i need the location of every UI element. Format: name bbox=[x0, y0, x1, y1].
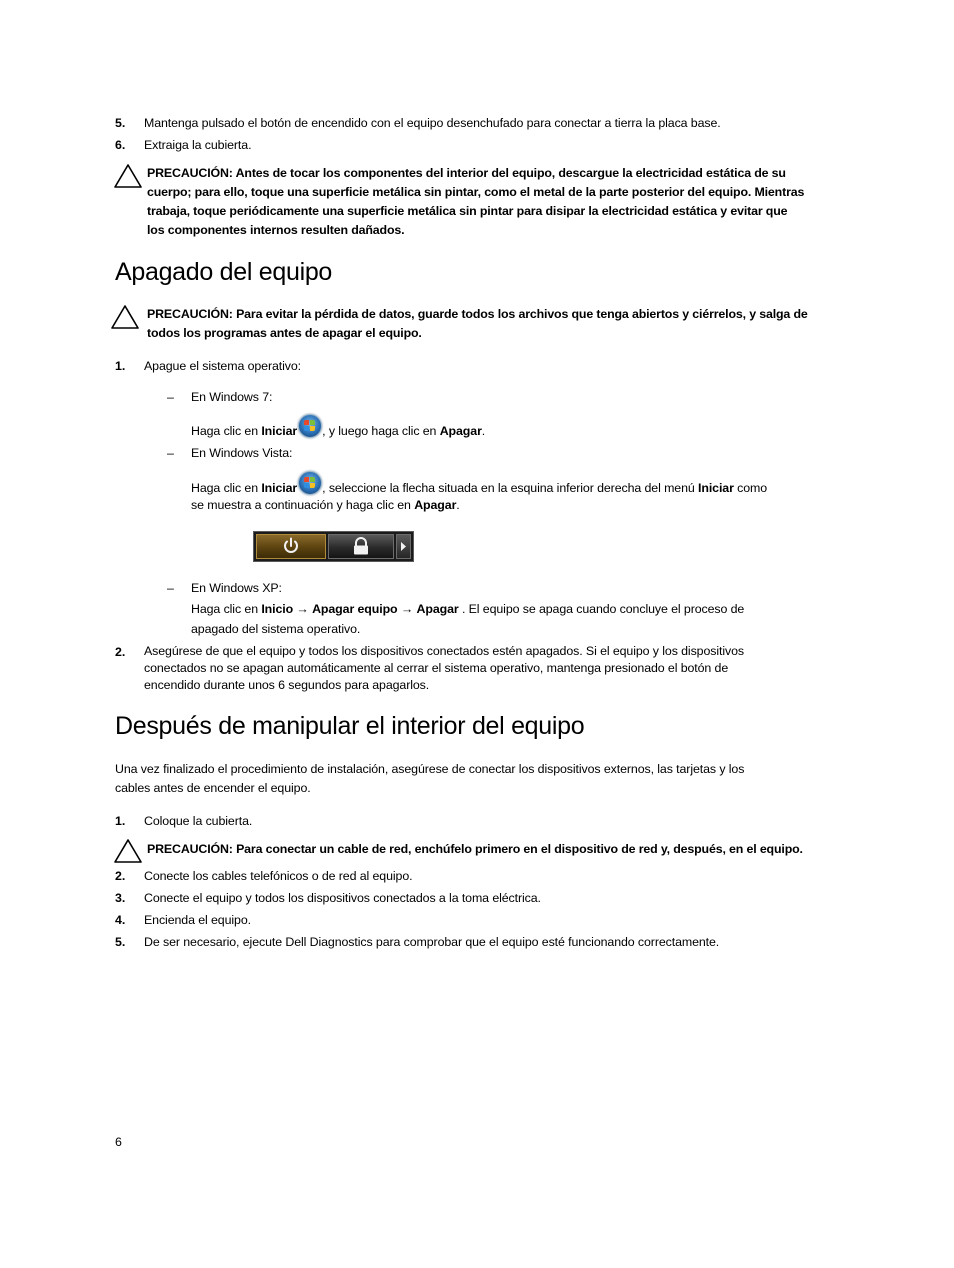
vista-instruction-line2: se muestra a continuación y haga clic en Apagar. bbox=[191, 498, 460, 512]
power-button bbox=[256, 534, 326, 559]
xp-instruction-line2: apagado del sistema operativo. bbox=[191, 622, 361, 636]
caution-line: PRECAUCIÓN: Para evitar la pérdida de datos, guarde todos los archivos que tenga abiertos y ciérrelos, y salga de bbox=[147, 307, 808, 321]
warning-triangle-icon bbox=[113, 163, 143, 189]
list-item: De ser necesario, ejecute Dell Diagnostics para comprobar que el equipo esté funcionando correctamente. bbox=[144, 935, 720, 949]
os-label: En Windows 7: bbox=[191, 390, 273, 404]
options-arrow-button bbox=[396, 534, 411, 559]
xp-instruction: Haga clic en Inicio → Apagar equipo → Apagar . El equipo se apaga cuando concluye el proceso de bbox=[191, 602, 745, 616]
list-number: 3. bbox=[115, 891, 126, 905]
windows-start-orb-icon bbox=[298, 414, 322, 438]
lock-button bbox=[328, 534, 394, 559]
caution-line: todos los programas antes de apagar el equipo. bbox=[147, 326, 422, 340]
caution-line: los componentes internos resulten dañados. bbox=[147, 223, 405, 237]
section-heading: Después de manipular el interior del equipo bbox=[115, 712, 585, 740]
list-item: Asegúrese de que el equipo y todos los dispositivos conectados estén apagados. Si el equipo y los dispositivos conectados no se apagan automáticamente al cerrar el sistema operativo, mantenga presionado el botón de encendido durante unos 6 segundos para apagarlos. bbox=[144, 644, 744, 692]
dash-bullet: – bbox=[167, 390, 174, 404]
warning-triangle-icon bbox=[113, 838, 143, 864]
list-item: Mantenga pulsado el botón de encendido con el equipo desenchufado para conectar a tierra la placa base. bbox=[144, 116, 721, 130]
power-icon bbox=[257, 535, 325, 558]
list-item: Apague el sistema operativo: bbox=[144, 359, 301, 373]
list-number: 6. bbox=[115, 138, 126, 152]
caution-line: PRECAUCIÓN: Para conectar un cable de red, enchúfelo primero en el dispositivo de red y, después, en el equipo. bbox=[147, 842, 803, 856]
arrow-right-icon bbox=[397, 535, 410, 558]
windows-start-orb-icon bbox=[298, 471, 322, 495]
list-item: Conecte los cables telefónicos o de red al equipo. bbox=[144, 869, 413, 883]
list-number: 2. bbox=[115, 869, 126, 883]
list-number: 1. bbox=[115, 814, 126, 828]
list-item: Conecte el equipo y todos los dispositivos conectados a la toma eléctrica. bbox=[144, 891, 541, 905]
vista-instruction: Haga clic en Iniciar , seleccione la flecha situada en la esquina inferior derecha del menú Iniciar como bbox=[191, 471, 767, 503]
list-item: Encienda el equipo. bbox=[144, 913, 251, 927]
paragraph: Una vez finalizado el procedimiento de instalación, asegúrese de conectar los dispositivos externos, las tarjetas y los cables antes de encender el equipo. bbox=[115, 762, 745, 795]
dash-bullet: – bbox=[167, 581, 174, 595]
list-number: 5. bbox=[115, 935, 126, 949]
os-label: En Windows Vista: bbox=[191, 446, 293, 460]
list-number: 5. bbox=[115, 116, 126, 130]
dash-bullet: – bbox=[167, 446, 174, 460]
list-number: 2. bbox=[115, 645, 126, 659]
caution-line: cuerpo; para ello, toque una superficie metálica sin pintar, como el metal de la parte posterior del equipo. Mientras bbox=[147, 185, 805, 199]
list-item: Coloque la cubierta. bbox=[144, 814, 253, 828]
lock-icon bbox=[329, 535, 393, 558]
warning-triangle-icon bbox=[110, 304, 140, 330]
win7-instruction: Haga clic en Iniciar , y luego haga clic en Apagar. bbox=[191, 414, 485, 446]
list-number: 4. bbox=[115, 913, 126, 927]
list-item: Extraiga la cubierta. bbox=[144, 138, 252, 152]
page-number: 6 bbox=[115, 1135, 122, 1149]
vista-shutdown-bar bbox=[253, 531, 414, 562]
list-number: 1. bbox=[115, 359, 126, 373]
section-heading: Apagado del equipo bbox=[115, 258, 333, 286]
caution-line: PRECAUCIÓN: Antes de tocar los componentes del interior del equipo, descargue la electricidad estática de su bbox=[147, 166, 786, 180]
caution-line: trabaja, toque periódicamente una superficie metálica sin pintar para disipar la electricidad estática y evitar que bbox=[147, 204, 788, 218]
os-label: En Windows XP: bbox=[191, 581, 282, 595]
